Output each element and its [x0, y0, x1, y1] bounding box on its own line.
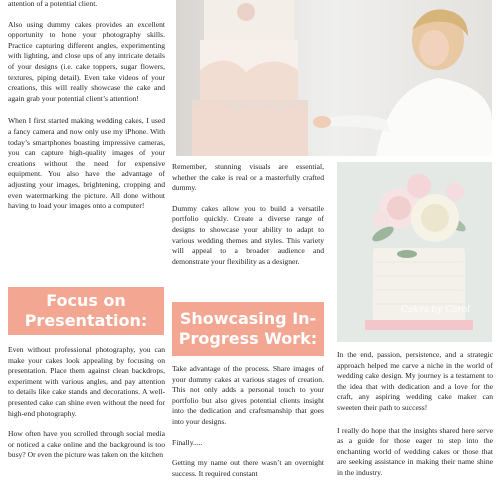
flower-cake-illustration [337, 162, 492, 342]
paragraph: In the end, passion, persistence, and a strategic approach helped me carve a niche in the world of wedding cake design. My journey is a testament to the idea that with dedication and a love for the craft, any aspiring wedding cake maker can sweeten their path to success! [337, 350, 493, 412]
paragraph: I really do hope that the insights shared here serve as a guide for those eager to step into the enchanting world of wedding cakes or those that are seeking assistance in making their name shine in the industry. [337, 425, 493, 477]
paragraph: Getting my name out there wasn’t an overnight success. It required constant [172, 458, 324, 478]
paragraph: How often have you scrolled through social media or noticed a cake online and the background is too busy? Or even the picture was taken on the kitchen [8, 429, 165, 460]
paragraph: Take advantage of the process. Share images of your dummy cakes at various stages of creation. This not only adds a personal touch to your portfolio but also gives potential clients insight into the dedication and craftsmanship that goes into your designs. [172, 364, 324, 426]
heading-text: Focus on Presentation: [24, 291, 148, 330]
section-heading-presentation [8, 287, 164, 335]
watermark-logo: Cakes by Carol [401, 305, 471, 315]
paragraph: When I first started making wedding cakes, I used a fancy camera and now only use my iPhone. With today’s smartphones boasting impressive cameras, you can capture high-quality images of your creations without the need for expensive equipment. You also have the advantage of adjusting your images, brightening, cropping and even watermarking the picture. All done without having to load your images onto a computer! [8, 116, 165, 211]
paragraph: Also using dummy cakes provides an excellent opportunity to hone your photography skills. Practice capturing different angles, experimenting with lighting, and close ups of any intricate details of your designs (i.e. cake toppers, sugar flowers, textures, piping detail). Even take videos of your creations, this will really showcase the cake and again grab your potential client’s attention! [8, 19, 165, 103]
baker-photo-illustration [176, 0, 492, 156]
paragraph: Even without professional photography, you can make your cakes look appealing by focusing on presentation. Place them against clean backdrops, experiment with various angles, and pay attention to details like cake stands and decorations. A well-presented cake can shine even without the need for high-end photography. [8, 345, 165, 418]
heading-text: Showcasing In-Progress Work: [178, 309, 318, 348]
paragraph: Dummy cakes allow you to build a versatile portfolio quickly. Create a diverse range of designs to showcase your ability to adapt to various wedding themes and styles. This variety will appeal to a broader audience and demonstrate your flexibility as a designer. [172, 203, 324, 266]
column-1-top-text [8, 0, 165, 212]
paragraph: Finally..... [172, 437, 203, 447]
paragraph: Remember, stunning visuals are essential, whether the cake is real or a masterfully crafted dummy. [172, 162, 324, 193]
column-1-bottom-text [8, 345, 165, 461]
paragraph: attention of a potential client. [8, 0, 98, 8]
column-2-top-text [172, 162, 324, 267]
section-heading-progress [172, 302, 324, 356]
baker-decorating-cake-photo [176, 0, 492, 156]
column-3-text [337, 350, 493, 479]
column-2-bottom-text [172, 364, 324, 479]
flower-cake-photo [337, 162, 492, 342]
